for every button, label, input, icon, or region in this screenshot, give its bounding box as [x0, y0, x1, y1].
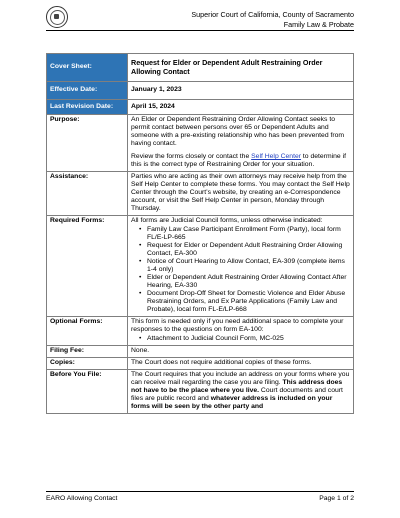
filing-fee-row [47, 346, 354, 358]
optional-forms-content [128, 317, 354, 346]
list-item: • Request for Elder or Dependent Adult Restraining Order Allowing Contact, EA-300 [147, 242, 350, 258]
required-forms-content [128, 216, 354, 317]
filing-fee-value: None. [128, 346, 354, 358]
purpose-content [128, 115, 354, 172]
effective-date-value: January 1, 2023 [128, 82, 354, 100]
effective-date-label: Effective Date: [47, 82, 128, 100]
optional-forms-label: Optional Forms: [47, 317, 128, 346]
revision-date-value: April 15, 2024 [128, 100, 354, 115]
court-seal-icon [46, 6, 68, 28]
list-item: • Family Law Case Participant Enrollment Form (Party), local form FL/E-LP-665 [147, 226, 350, 242]
court-name: Superior Court of California, County of Sacramento [191, 10, 354, 19]
copies-label: Copies: [47, 358, 128, 370]
revision-date-label: Last Revision Date: [47, 100, 128, 115]
purpose-row [47, 115, 354, 172]
purpose-review-text-end: to determine if this is the correct type of Restraining Order for your situation. [131, 153, 346, 168]
optional-forms-row [47, 317, 354, 346]
cover-sheet-table [46, 53, 354, 414]
cover-sheet-label: Cover Sheet: [47, 54, 128, 82]
before-you-file-text: The Court requires that you include an address on your forms where you can receive mail regarding the case you are filing. [131, 371, 350, 386]
revision-date-row [47, 100, 354, 115]
purpose-review-paragraph [131, 153, 350, 169]
effective-date-row [47, 82, 354, 100]
copies-row [47, 358, 354, 370]
required-forms-row [47, 216, 354, 317]
before-you-file-text-2: Court documents and court files are public record and [131, 387, 343, 402]
list-item: • Notice of Court Hearing to Allow Contact, EA-309 (complete items 1-4 only) [147, 258, 350, 274]
before-you-file-bold-2: whatever address is included on your forms will be seen by the other party and [131, 395, 333, 410]
before-you-file-label: Before You File: [47, 370, 128, 414]
list-item: • Elder or Dependent Adult Restraining Order Allowing Contact After Hearing, EA-330 [147, 274, 350, 290]
cover-sheet-row [47, 54, 354, 82]
before-you-file-row [47, 370, 354, 414]
cover-sheet-title: Request for Elder or Dependent Adult Restraining Order Allowing Contact [128, 54, 354, 82]
purpose-paragraph: An Elder or Dependent Restraining Order Allowing Contact seeks to permit contact between persons over 65 or Dependent Adults and someone with a pre-existing relationship who has been prevented from having contact. [131, 116, 345, 147]
list-item: • Attachment to Judicial Council Form, MC-025 [147, 335, 350, 343]
division-name: Family Law & Probate [283, 20, 354, 29]
header-divider [46, 30, 354, 31]
filing-fee-label: Filing Fee: [47, 346, 128, 358]
required-forms-intro: All forms are Judicial Council forms, unless otherwise indicated: [131, 217, 323, 224]
required-forms-list [131, 226, 350, 314]
footer-divider [46, 491, 354, 492]
list-item: • Document Drop-Off Sheet for Domestic Violence and Elder Abuse Restraining Orders, and Ex Parte Applications (Family Law and Probate), local form FL-E/LP-668 [147, 290, 350, 314]
assistance-text: Parties who are acting as their own attorneys may receive help from the Self Help Center to complete these forms. You may contact the Self Help Center through the Court’s website, by creating an e-Correspondence account, or visit the Self Help Center in person, Monday through Thursday. [128, 172, 354, 216]
optional-forms-list [131, 335, 350, 343]
before-you-file-content [128, 370, 354, 414]
before-you-file-bold: This address does not have to be the place where you live. [131, 379, 343, 394]
required-forms-label: Required Forms: [47, 216, 128, 317]
purpose-label: Purpose: [47, 115, 128, 172]
copies-value: The Court does not require additional copies of these forms. [128, 358, 354, 370]
optional-forms-text: This form is needed only if you need additional space to complete your responses to the questions on form EA-100: [131, 318, 344, 333]
assistance-label: Assistance: [47, 172, 128, 216]
footer-page-number: Page 1 of 2 [319, 495, 354, 502]
purpose-review-text: Review the forms closely or contact the [131, 153, 252, 160]
assistance-row [47, 172, 354, 216]
footer-form-name: EARO Allowing Contact [46, 495, 118, 502]
self-help-center-link[interactable]: Self Help Center [251, 153, 302, 160]
